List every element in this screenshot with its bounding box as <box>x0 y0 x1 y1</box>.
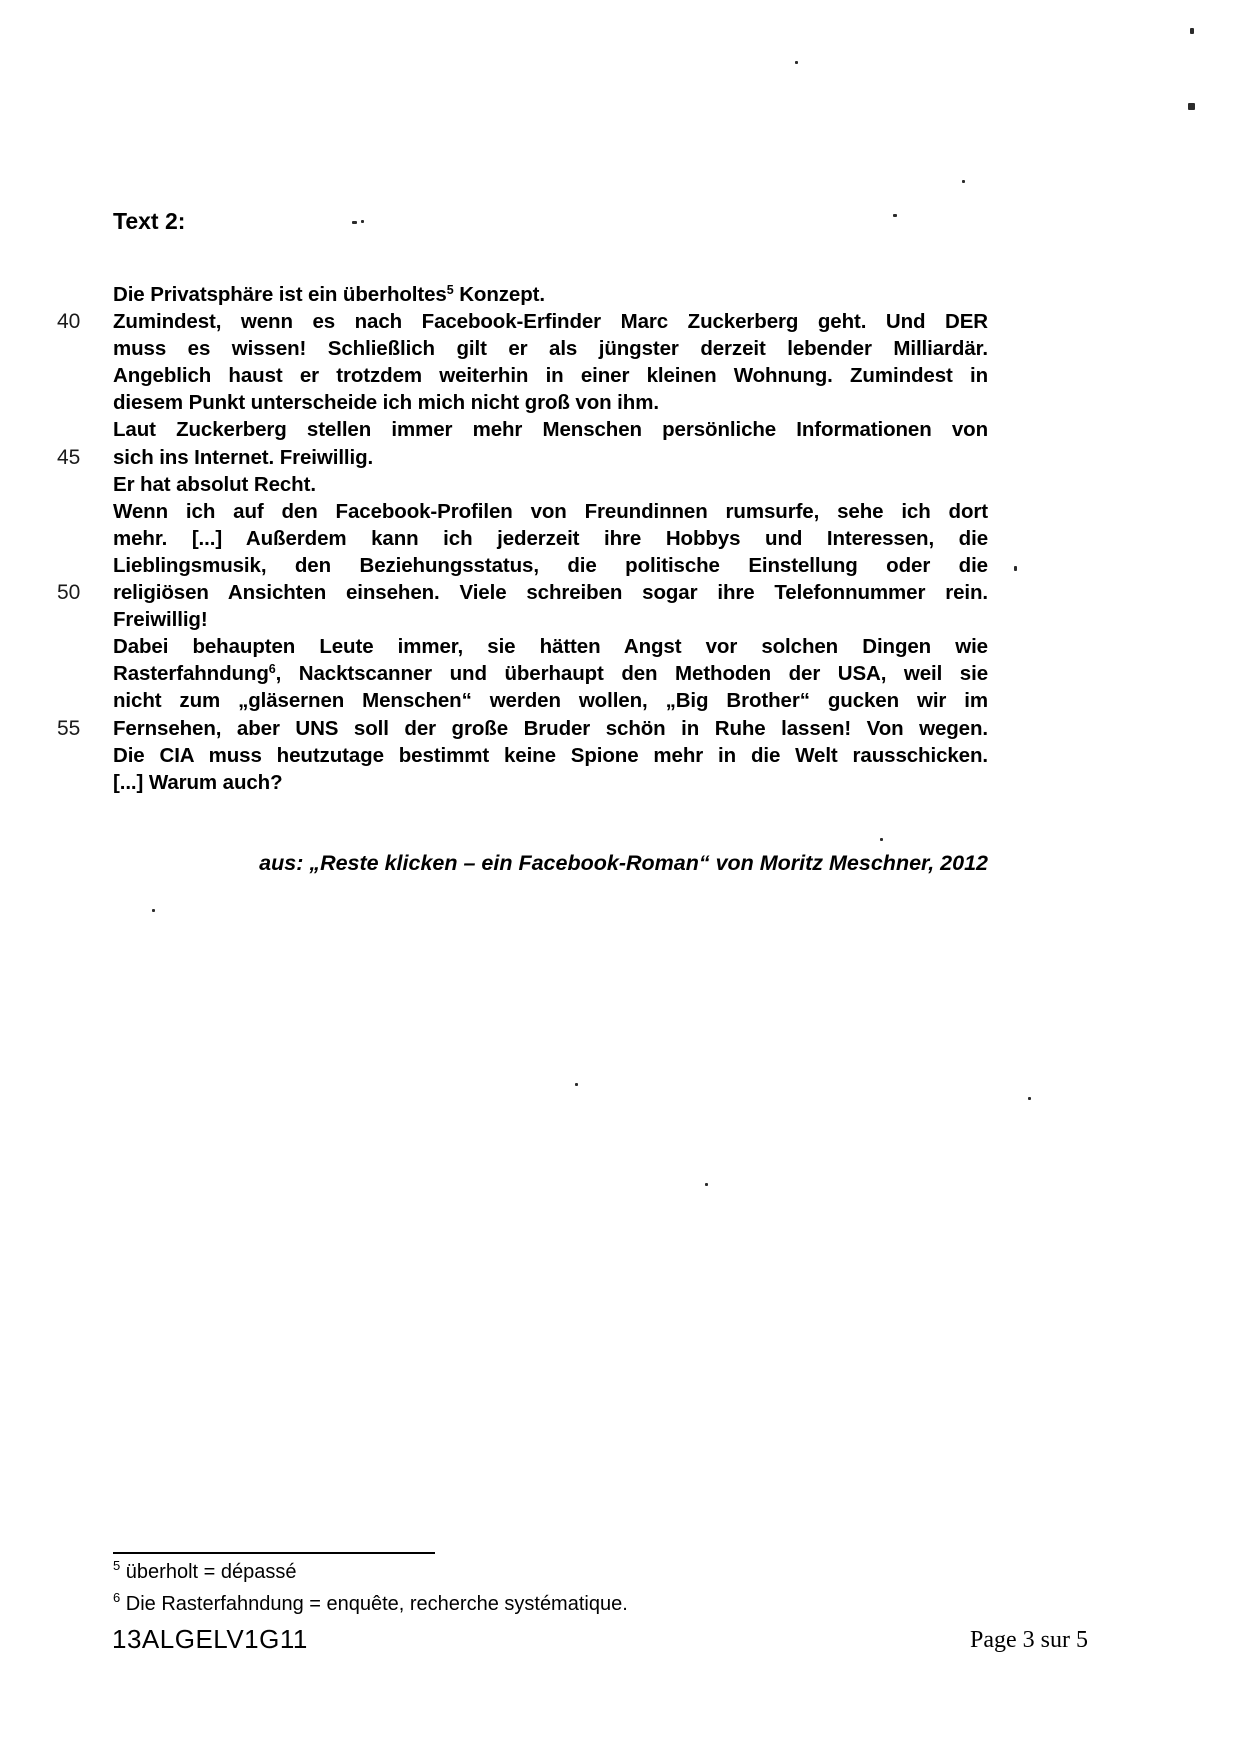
text-line: nicht zum „gläsernen Menschen“ werden wollen, „Big Brother“ gucken wir im <box>113 689 988 713</box>
footnote-5-marker: 5 <box>113 1558 121 1573</box>
scan-speck <box>361 220 364 223</box>
scan-speck <box>880 838 883 841</box>
footnote-5-text: überholt = dépassé <box>125 1561 297 1583</box>
text-line-part: Rasterfahndung <box>113 662 269 686</box>
footnote-divider <box>113 1552 435 1554</box>
page-title: Text 2: <box>113 208 186 234</box>
scan-speck <box>795 61 798 64</box>
text-line: Er hat absolut Recht. <box>113 472 316 496</box>
footnote-5 <box>113 1558 297 1584</box>
text-body <box>113 281 988 796</box>
text-line: sich ins Internet. Freiwillig. <box>113 445 374 469</box>
text-line: Zumindest, wenn es nach Facebook-Erfinder Marc Zuckerberg geht. Und DER <box>113 310 988 334</box>
scan-speck <box>575 1083 578 1086</box>
text-line: Fernsehen, aber UNS soll der große Bruder schön in Ruhe lassen! Von wegen. <box>113 716 988 740</box>
text-line: diesem Punkt unterscheide ich mich nicht groß von ihm. <box>113 391 659 415</box>
line-number-50: 50 <box>57 581 81 605</box>
text-line-part: Die Privatsphäre ist ein überholtes <box>113 283 447 306</box>
scan-speck <box>893 214 897 217</box>
text-line <box>113 281 988 308</box>
text-line: Laut Zuckerberg stellen immer mehr Menschen persönliche Informationen von <box>113 418 988 442</box>
source-citation: aus: „Reste klicken – ein Facebook-Roman“ von Moritz Meschner, 2012 <box>259 851 988 875</box>
text-line-part: , Nacktscanner und überhaupt den Methoden der USA, weil sie <box>275 662 988 686</box>
footnote-6 <box>113 1590 628 1616</box>
footnote-ref-6: 6 <box>268 662 276 677</box>
scan-speck <box>1190 28 1194 34</box>
text-line: mehr. [...] Außerdem kann ich jederzeit ihre Hobbys und Interessen, die <box>113 526 988 550</box>
scan-speck <box>152 909 155 912</box>
scan-speck <box>705 1183 708 1186</box>
text-line: Angeblich haust er trotzdem weiterhin in einer kleinen Wohnung. Zumindest in <box>113 364 988 388</box>
text-line-part: Konzept. <box>453 283 545 306</box>
text-line: [...] Warum auch? <box>113 770 283 794</box>
line-number-40: 40 <box>57 310 81 333</box>
line-number-55: 55 <box>57 716 81 740</box>
scan-speck <box>1014 566 1017 571</box>
text-line: Freiwillig! <box>113 608 208 632</box>
text-line: Dabei behaupten Leute immer, sie hätten Angst vor solchen Dingen wie <box>113 635 988 659</box>
text-line: Wenn ich auf den Facebook-Profilen von Freundinnen rumsurfe, sehe ich dort <box>113 499 988 523</box>
scan-speck <box>1188 103 1195 110</box>
page-number: Page 3 sur 5 <box>970 1627 1088 1653</box>
scan-speck <box>1028 1097 1031 1100</box>
text-line: Lieblingsmusik, den Beziehungsstatus, die politische Einstellung oder die <box>113 553 988 577</box>
text-line: Die CIA muss heutzutage bestimmt keine Spione mehr in die Welt rausschicken. <box>113 743 988 767</box>
scan-speck <box>352 221 357 224</box>
text-line: religiösen Ansichten einsehen. Viele schreiben sogar ihre Telefonnummer rein. <box>113 581 988 605</box>
text-line: muss es wissen! Schließlich gilt er als jüngster derzeit lebender Milliardär. <box>113 337 988 361</box>
footnote-6-marker: 6 <box>113 1590 121 1605</box>
footnote-6-text: Die Rasterfahndung = enquête, recherche systématique. <box>125 1593 628 1615</box>
line-number-45: 45 <box>57 445 81 469</box>
text-line <box>113 660 988 687</box>
document-code: 13ALGELV1G11 <box>112 1624 308 1654</box>
footnote-ref-5: 5 <box>446 283 454 297</box>
scan-speck <box>962 180 965 183</box>
